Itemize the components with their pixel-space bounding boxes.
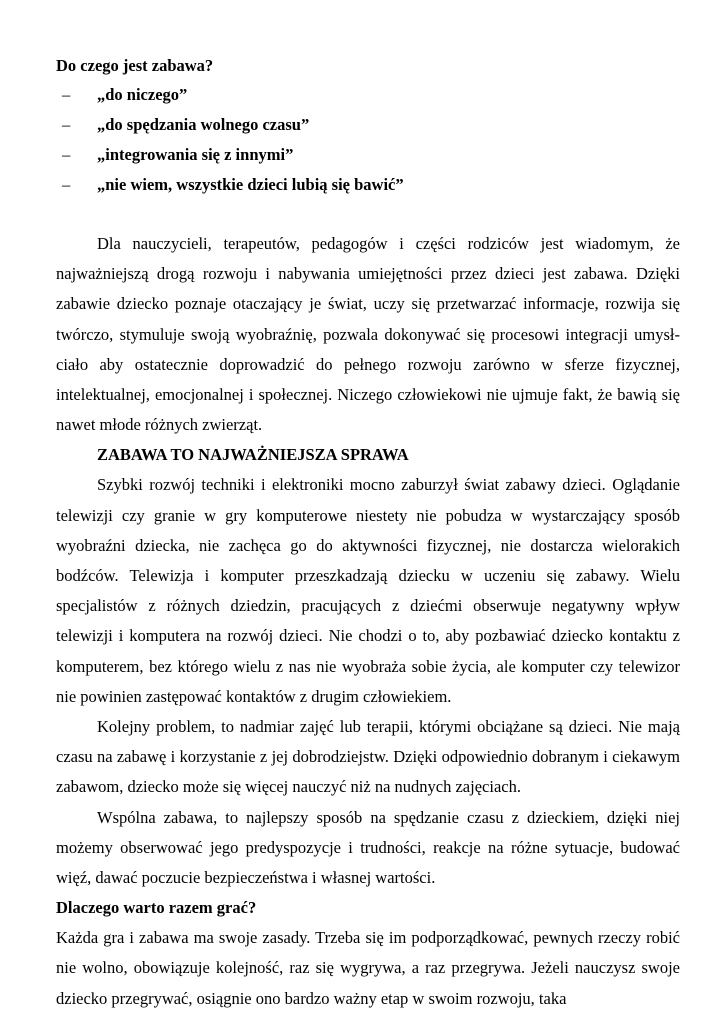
section-title: ZABAWA TO NAJWAŻNIEJSZA SPRAWA: [97, 445, 409, 465]
intro-paragraph: Dla nauczycieli, terapeutów, pedagogów i części rodziców jest wiadomym, że najważniejszą drogą rozwoju i nabywania umiejętności przez dzieci jest zabawa. Dzięki zabawie dziecko poznaje otaczający je świat, uczy się przetwarzać informacje, rozwija się twórczo, stymuluje swoją wyobraźnię, pozwala dokonywać się procesowi integracji umysł-ciało aby ostatecznie doprowadzić do pełnego rozwoju zarówno w sferze fizycznej, intelektualnej, emocjonalnej i społecznej. Niczego człowiekowi nie ujmuje fakt, że bawią się nawet młode różnych zwierząt.: [56, 234, 680, 435]
answer-item: [56, 170, 680, 200]
dash-icon: –: [62, 145, 71, 164]
dash-icon: –: [62, 175, 71, 194]
answer-text: „do spędzania wolnego czasu”: [97, 115, 310, 134]
shared-play-paragraph: Wspólna zabawa, to najlepszy sposób na spędzanie czasu z dzieckiem, dzięki niej możemy obserwować jego predyspozycje i trudności, reakcje na różne sytuacje, budować więź, dawać poczucie bezpieczeństwa i własnej wartości.: [56, 807, 680, 888]
answer-text: „nie wiem, wszystkie dzieci lubią się bawić”: [97, 175, 404, 194]
answer-item: [56, 110, 680, 140]
dash-icon: –: [62, 115, 71, 134]
technology-paragraph: Szybki rozwój techniki i elektroniki mocno zaburzył świat zabawy dzieci. Oglądanie telewizji czy granie w gry komputerowe niestety nie pobudza w wystarczający sposób wyobraźni dziecka, nie zachęca go do aktywności fizycznej, nie dostarcza wielorakich bodźców. Telewizja i komputer przeszkadzają dziecku w uczeniu się zabawy. Wielu specjalistów z różnych dziedzin, pracujących z dziećmi obserwuje negatywny wpływ telewizji i komputera na rozwój dzieci. Nie chodzi o to, aby pozbawiać dziecko kontaktu z komputerem, bez którego wielu z nas nie wyobraża sobie życia, ale komputer czy telewizor nie powinien zastępować kontaktów z drugim człowiekiem.: [56, 475, 680, 706]
document-page: [56, 52, 680, 1014]
answer-list: [56, 80, 680, 200]
dash-icon: –: [62, 85, 71, 104]
answer-text: „do niczego”: [97, 85, 188, 104]
answer-item: [56, 80, 680, 110]
question-heading: Do czego jest zabawa?: [56, 56, 214, 75]
answer-item: [56, 140, 680, 170]
overload-paragraph: Kolejny problem, to nadmiar zajęć lub terapii, którymi obciążane są dzieci. Nie mają czasu na zabawę i korzystanie z jej dobrodziejstw. Dzięki odpowiednio dobranym i ciekawym zabawom, dziecko może się więcej nauczyć niż na nudnych zajęciach.: [56, 717, 680, 797]
rules-paragraph: Każda gra i zabawa ma swoje zasady. Trzeba się im podporządkować, pewnych rzeczy robić nie wolno, obowiązuje kolejność, raz się wygrywa, a raz przegrywa. Jeżeli nauczysz swoje dziecko przegrywać, osiągnie ono bardzo ważny etap w swoim rozwoju, taka: [56, 928, 680, 1008]
answer-text: „integrowania się z innymi”: [97, 145, 294, 164]
subheading: Dlaczego warto razem grać?: [56, 898, 257, 918]
